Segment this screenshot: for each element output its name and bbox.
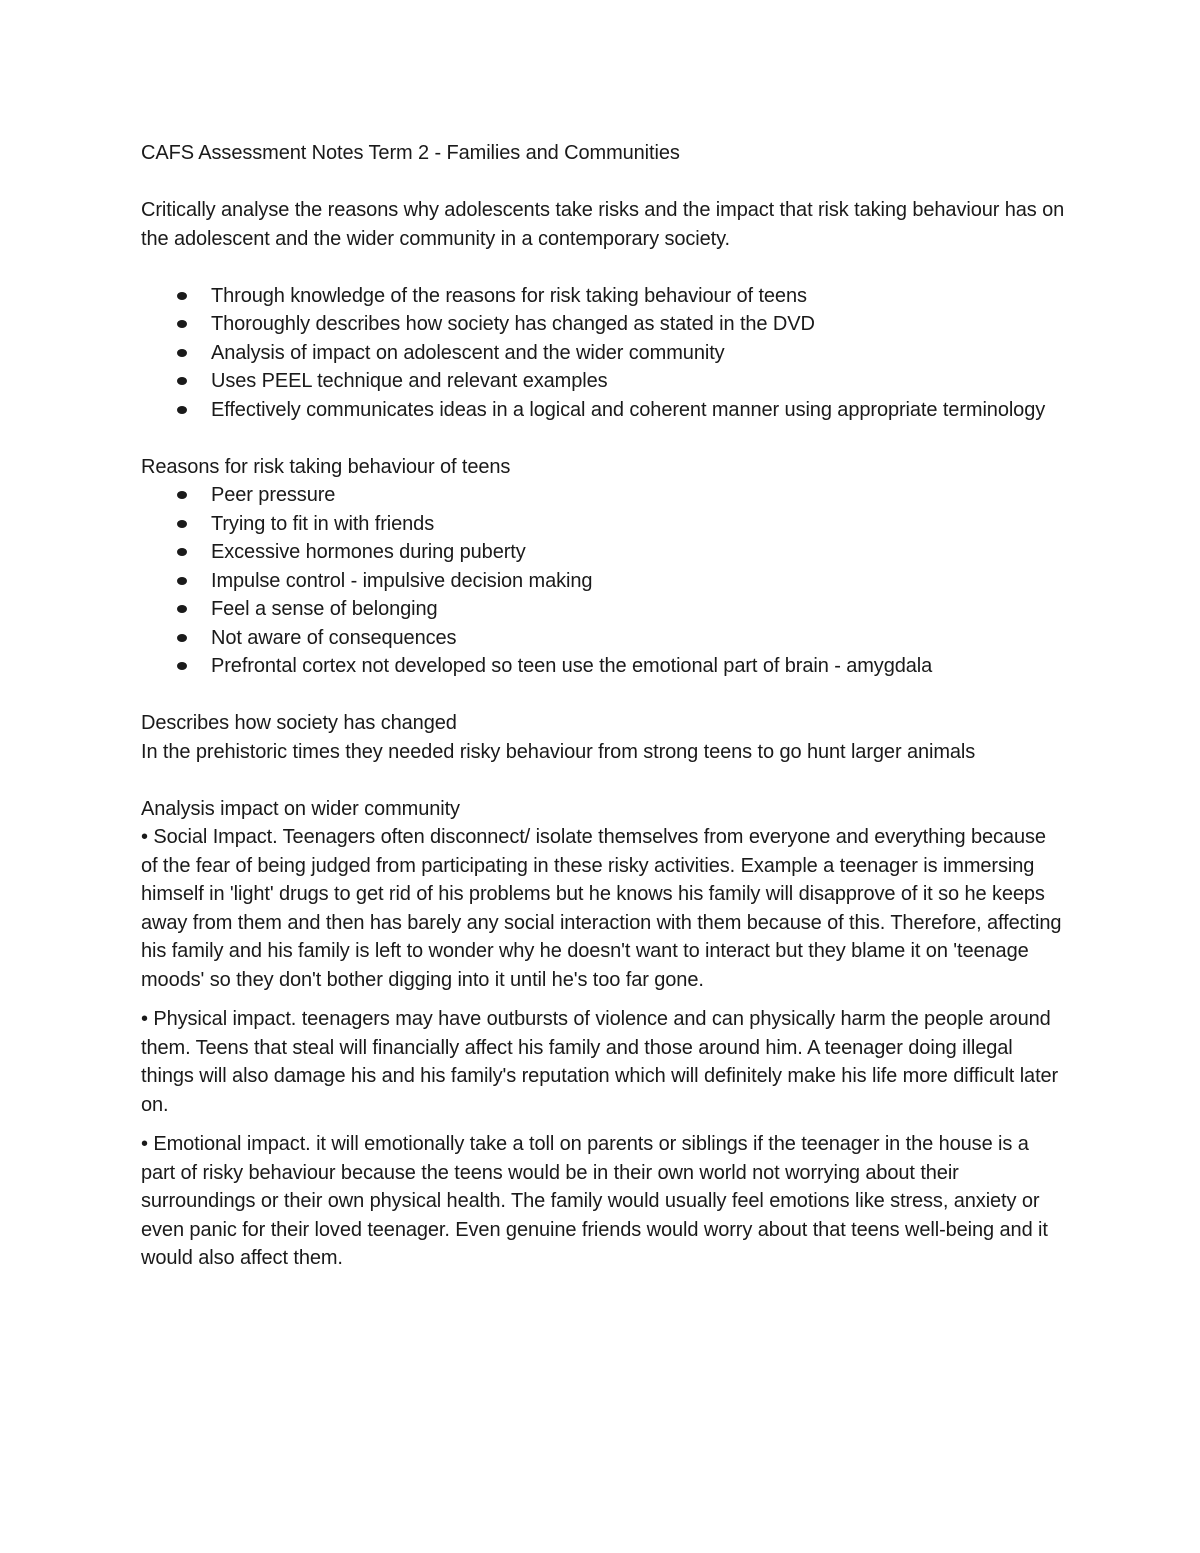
list-item-text: Peer pressure (211, 484, 336, 506)
list-item-text: Impulse control - impulsive decision making (211, 569, 593, 592)
list-item (141, 396, 1066, 425)
list-item-text: Analysis of impact on adolescent and the wider community (211, 341, 725, 364)
list-item (141, 339, 1066, 368)
bullet-icon (177, 320, 187, 328)
spacer (141, 1119, 1066, 1130)
bullet-icon (177, 292, 187, 300)
assessment-question: Critically analyse the reasons why adolescents take risks and the impact that risk taking behaviour has on the adolescent and the wider community in a contemporary society. (141, 199, 1065, 250)
list-item-text: Prefrontal cortex not developed so teen use the emotional part of brain - amygdala (211, 655, 933, 677)
reasons-heading: Reasons for risk taking behaviour of teens (141, 455, 511, 478)
list-item-text: Excessive hormones during puberty (211, 541, 526, 563)
list-item-text: Uses PEEL technique and relevant examples (211, 370, 608, 392)
bullet-icon (177, 548, 187, 556)
list-item (141, 367, 1066, 396)
criteria-list (141, 282, 1066, 425)
physical-impact-paragraph: • Physical impact. teenagers may have outbursts of violence and can physically harm the people around them. Teens that steal will financially affect his family and those around him. A teenager doing illegal things will also damage his and his family's reputation which will definitely make his life more difficult later on. (141, 1008, 1059, 1116)
bullet-icon (177, 377, 187, 385)
reasons-list (141, 481, 1066, 681)
list-item-text: Not aware of consequences (211, 626, 457, 649)
spacer (141, 994, 1066, 1005)
list-item (141, 567, 1066, 596)
society-heading: Describes how society has changed (141, 712, 457, 734)
list-item (141, 481, 1066, 510)
list-item-text: Thoroughly describes how society has changed as stated in the DVD (211, 313, 815, 335)
bullet-icon (177, 349, 187, 357)
bullet-icon (177, 491, 187, 499)
list-item-text: Effectively communicates ideas in a logical and coherent manner using appropriate terminology (211, 398, 1046, 421)
social-impact-paragraph: • Social Impact. Teenagers often disconnect/ isolate themselves from everyone and everything because of the fear of being judged from participating in these risky activities. Example a teenager is immersing himself in 'light' drugs to get rid of his problems but he knows his family will disapprove of it so he keeps away from them and then has barely any social interaction with them because of this. Therefore, affecting his family and his family is left to wonder why he doesn't want to interact but they blame it on 'teenage moods' so they don't bother digging into it until he's too far gone. (141, 826, 1062, 991)
document-page (141, 139, 1066, 1273)
bullet-icon (177, 605, 187, 613)
bullet-icon (177, 577, 187, 585)
list-item (141, 624, 1066, 653)
list-item-text: Trying to fit in with friends (211, 512, 435, 535)
bullet-icon (177, 406, 187, 414)
document-title: CAFS Assessment Notes Term 2 - Families and Communities (141, 142, 680, 164)
list-item (141, 652, 1066, 681)
spacer (141, 168, 1066, 197)
list-item-text: Through knowledge of the reasons for risk taking behaviour of teens (211, 284, 807, 307)
spacer (141, 424, 1066, 453)
society-text: In the prehistoric times they needed risky behaviour from strong teens to go hunt larger animals (141, 740, 976, 763)
list-item (141, 510, 1066, 539)
analysis-heading: Analysis impact on wider community (141, 797, 460, 820)
bullet-icon (177, 662, 187, 670)
spacer (141, 253, 1066, 282)
list-item (141, 538, 1066, 567)
bullet-icon (177, 634, 187, 642)
list-item-text: Feel a sense of belonging (211, 598, 438, 620)
list-item (141, 282, 1066, 311)
bullet-icon (177, 520, 187, 528)
emotional-impact-paragraph: • Emotional impact. it will emotionally take a toll on parents or siblings if the teenager in the house is a part of risky behaviour because the teens would be in their own world not worrying about their surroundings or their own physical health. The family would usually feel emotions like stress, anxiety or even panic for their loved teenager. Even genuine friends would worry about that teens well-being and it would also affect them. (141, 1133, 1048, 1269)
spacer (141, 766, 1066, 795)
spacer (141, 681, 1066, 710)
list-item (141, 595, 1066, 624)
list-item (141, 310, 1066, 339)
